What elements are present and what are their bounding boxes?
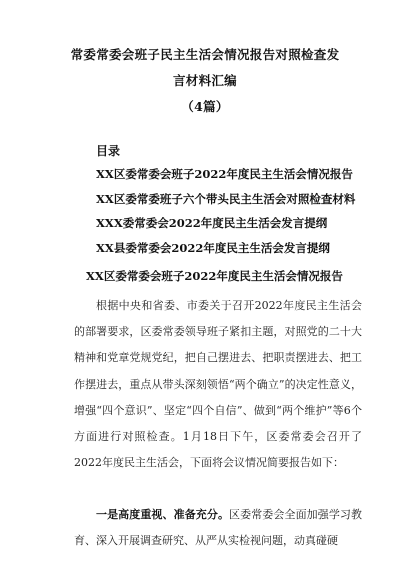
- document-title: [70, 42, 340, 120]
- body-paragraph-2: [74, 502, 362, 554]
- toc-item: XX区委常委班子六个带头民主生活会对照检查材料: [96, 191, 356, 206]
- toc-item: XXX委常委会2022年度民主生活会发言提纲: [96, 216, 328, 230]
- toc-heading: 目录: [96, 144, 121, 158]
- toc-item: XX区委常委会班子2022年度民主生活会情况报告: [96, 167, 353, 181]
- paragraph-lead: 一是高度重视、准备充分。: [96, 508, 230, 521]
- title-count: （4篇）: [181, 99, 229, 114]
- title-text: 常委常委会班子民主生活会情况报告对照检查发言材料汇编: [70, 47, 340, 88]
- report-title: XX区委常委会班子2022年度民主生活会情况报告: [86, 269, 343, 283]
- toc-item: XX县委常委会2022年度民主生活会发言提纲: [96, 240, 330, 255]
- paragraph-text: 区委常委会全面加强学习教育、深入开展调查研究、从严从实检视问题，动真碰硬: [74, 508, 363, 548]
- table-of-contents: [96, 162, 355, 260]
- body-paragraph: 根据中央和省委、市委关于召开2022年度民主生活会的部署要求，区委常委领导班子紧扣主题，对照党的二十大精神和党章党规党纪，把自己摆进去、把职责摆进去、把工作摆进去，重点从带头深刻领悟“两个确立”的决定性意义，增强“四个意识”、坚定“四个自信”、做到“两个维护”等6个方面进行对照检查。1月18日下午，区委常委会召开了2022年度民主生活会，下面将会议情况简要报告如下：: [74, 299, 362, 470]
